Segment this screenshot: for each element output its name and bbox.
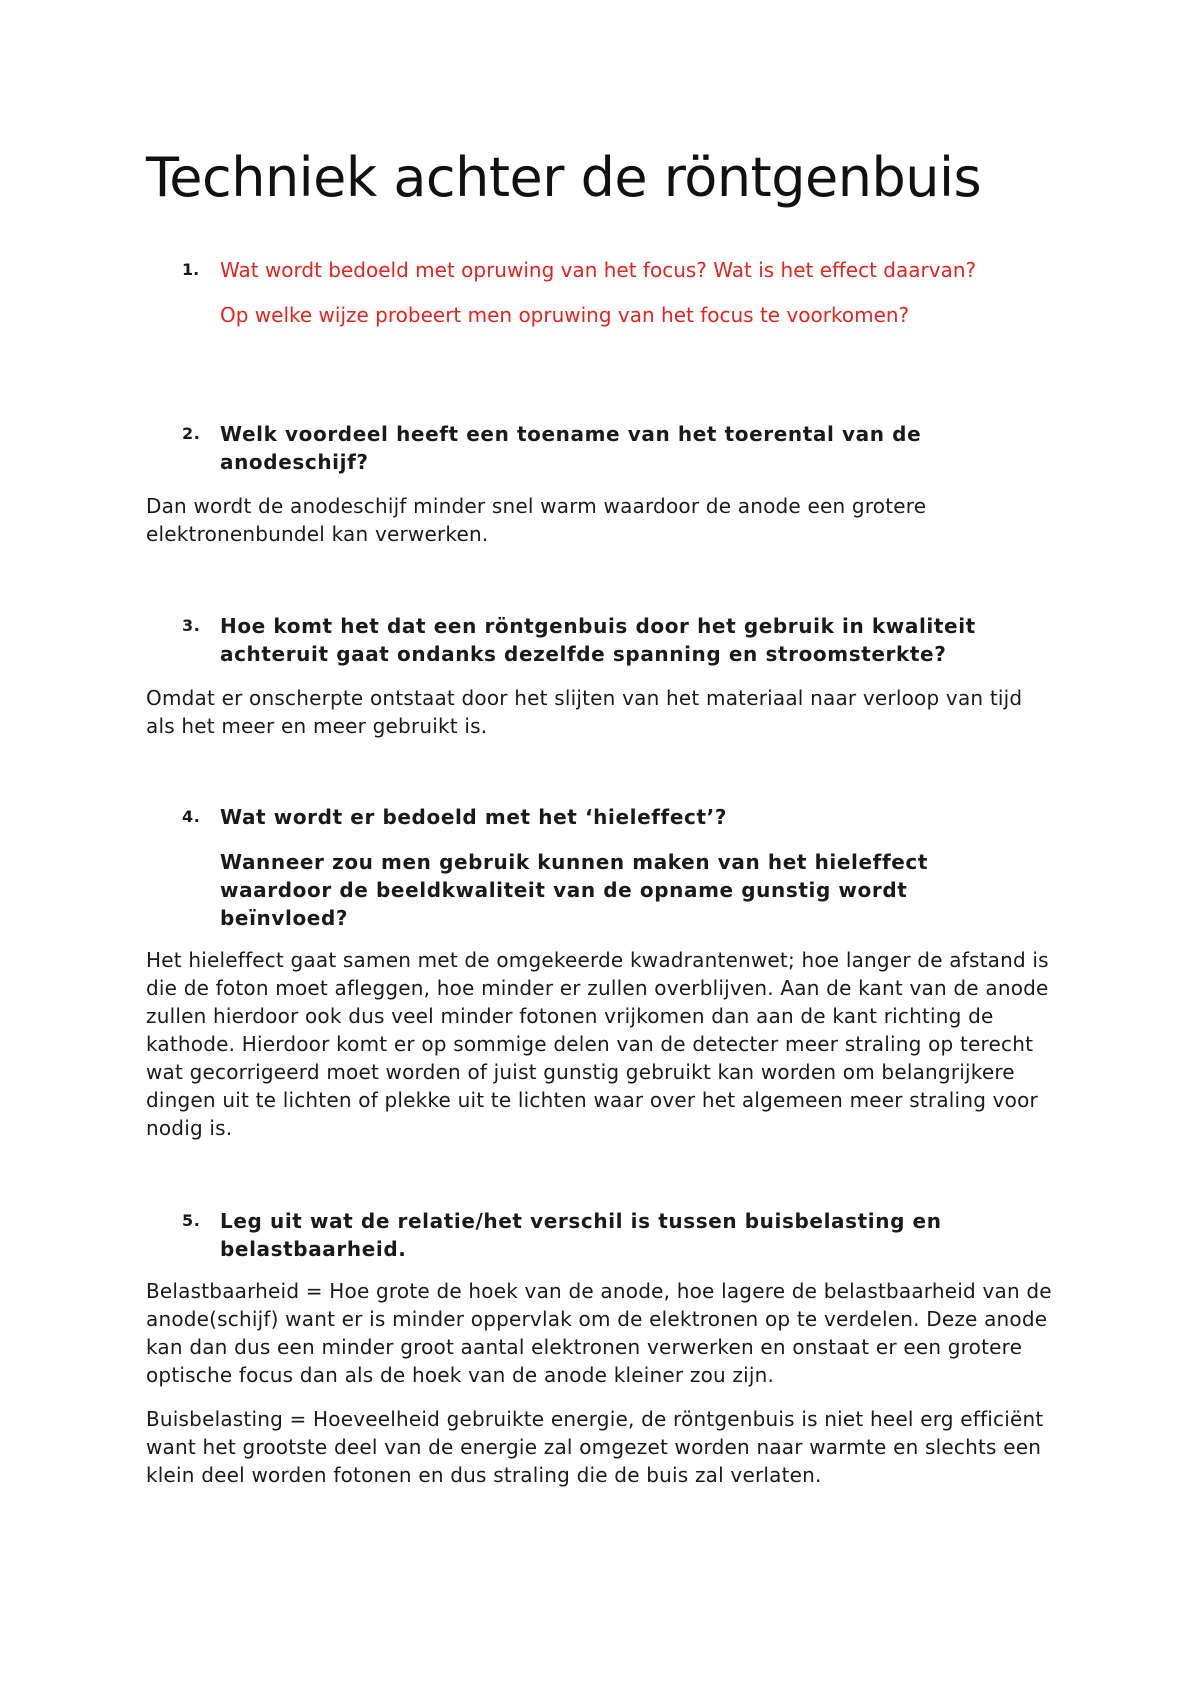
answer-5a: Belastbaarheid = Hoe grote de hoek van de anode, hoe lagere de belastbaarheid van de anode(schijf) want er is minder oppervlak om de elektronen op te verdelen. Deze anode kan dan dus een minder groot aantal elektronen verwerken en onstaat er een grotere optische focus dan als de hoek van de anode kleiner zou zijn. — [146, 1279, 1052, 1387]
answer-2: Dan wordt de anodeschijf minder snel warm waardoor de anode een grotere elektronenbundel kan verwerken. — [146, 494, 927, 546]
question-5 — [146, 1207, 1020, 1263]
answer-3: Omdat er onscherpte ontstaat door het slijten van het materiaal naar verloop van tijd als het meer en meer gebruikt is. — [146, 686, 1023, 738]
page-title: Techniek achter de röntgenbuis — [146, 146, 982, 209]
question-block-1 — [146, 256, 1076, 329]
question-text: Leg uit wat de relatie/het verschil is tussen buisbelasting en belastbaarheid. — [220, 1209, 942, 1261]
question-text: Welk voordeel heeft een toename van het toerental van de anodeschijf? — [220, 422, 922, 474]
question-number: 4. — [182, 807, 201, 826]
answer-4: Het hieleffect gaat samen met de omgekeerde kwadrantenwet; hoe langer de afstand is die de foton moet afleggen, hoe minder er zullen overblijven. Aan de kant van de anode zullen hierdoor ook dus veel minder fotonen vrijkomen dan aan de kant richting de kathode. Hierdoor komt er op sommige delen van de detecter meer straling op terecht wat gecorrigeerd moet worden of juist gunstig gebruikt kan worden om belangrijkere dingen uit te lichten of plekke uit te lichten waar over het algemeen meer straling voor nodig is. — [146, 948, 1049, 1140]
answer-5b: Buisbelasting = Hoeveelheid gebruikte energie, de röntgenbuis is niet heel erg efficiënt want het grootste deel van de energie zal omgezet worden naar warmte en slechts een klein deel worden fotonen en dus straling die de buis zal verlaten. — [146, 1407, 1044, 1487]
question-number: 1. — [182, 260, 200, 279]
question-number: 3. — [182, 616, 201, 635]
question-1 — [146, 256, 980, 284]
question-2 — [146, 420, 1000, 476]
question-block-3 — [146, 612, 1076, 740]
question-text: Hoe komt het dat een röntgenbuis door het gebruik in kwaliteit achteruit gaat ondanks dezelfde spanning en stroomsterkte? — [220, 614, 976, 666]
question-4 — [146, 803, 1076, 831]
question-block-5 — [146, 1207, 1076, 1489]
question-block-4 — [146, 803, 1076, 1142]
question-text: Wat wordt er bedoeld met het ‘hieleffect’? — [220, 805, 728, 829]
question-1-sub: Op welke wijze probeert men opruwing van het focus te voorkomen? — [220, 303, 910, 327]
question-number: 2. — [182, 424, 201, 443]
question-3 — [146, 612, 1076, 668]
question-block-2 — [146, 420, 1076, 548]
question-text: Wat wordt bedoeld met opruwing van het focus? Wat is het effect daarvan? — [220, 258, 977, 282]
question-4-sub: Wanneer zou men gebruik kunnen maken van het hieleffect waardoor de beeldkwaliteit van de opname gunstig wordt beïnvloed? — [220, 850, 929, 930]
question-number: 5. — [182, 1211, 201, 1230]
